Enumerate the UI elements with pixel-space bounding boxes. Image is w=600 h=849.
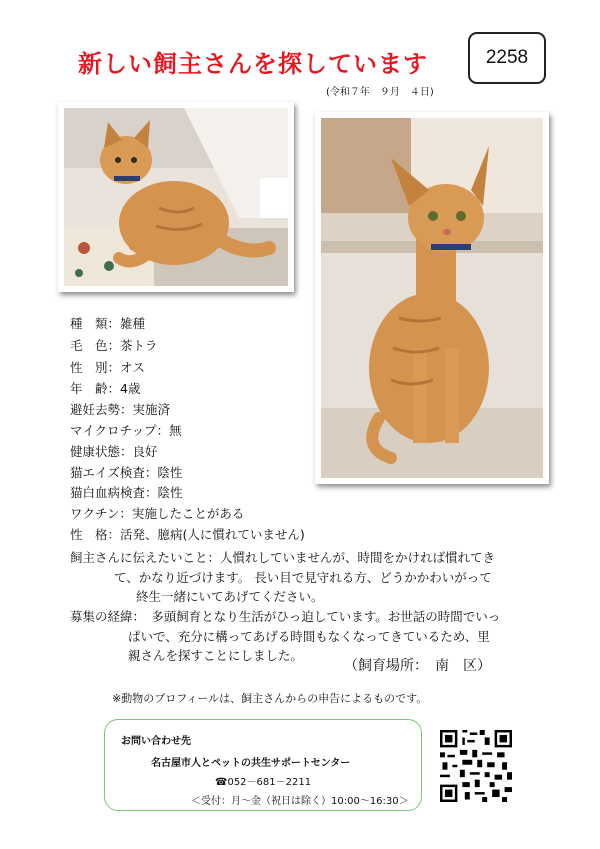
qr-code-icon[interactable] xyxy=(440,730,512,802)
cat-photo-sitting xyxy=(315,112,549,484)
cat-reclining-illustration xyxy=(64,108,288,286)
contact-organization: 名古屋市人とペットの共生サポートセンター xyxy=(151,758,351,769)
contact-box xyxy=(104,719,422,811)
message-to-owner: 飼主さんに伝えたいこと：人慣れしていませんが、時間をかければ慣れてき て、かなり近づけます。 長い目で見守れる方、どうかかわいがって 終生一緒にいてあげてください。 xyxy=(70,550,496,604)
cat-sitting-illustration xyxy=(321,118,543,478)
cat-photo-reclining xyxy=(58,102,294,292)
profile-age: 年 齢：4歳 xyxy=(70,381,141,396)
contact-heading: お問い合わせ先 xyxy=(121,736,191,747)
id-number-box: 2258 xyxy=(468,32,546,84)
profile-type: 種 類：雑種 xyxy=(70,316,146,331)
contact-phone[interactable]: ☎052－681－2211 xyxy=(215,777,312,788)
page-title: 新しい飼主さんを探しています xyxy=(78,50,428,78)
profile-disclaimer: ※動物のプロフィールは、飼主さんからの申告によるものです。 xyxy=(112,692,428,705)
profile-sex: 性 別：オス xyxy=(70,360,145,375)
profile-fiv-test: 猫エイズ検査：陰性 xyxy=(70,465,183,480)
profile-coat-color: 毛 色：茶トラ xyxy=(70,338,158,353)
profile-neutered: 避妊去勢：実施済 xyxy=(70,402,171,417)
care-location: （飼育場所： 南 区） xyxy=(344,658,491,674)
profile-vaccine: ワクチン：実施したことがある xyxy=(70,506,245,521)
profile-felv-test: 猫白血病検査：陰性 xyxy=(70,485,183,500)
profile-health: 健康状態：良好 xyxy=(70,444,158,459)
contact-hours: ＜受付：月～金（祝日は除く）10:00～16:30＞ xyxy=(191,796,409,807)
profile-microchip: マイクロチップ：無 xyxy=(70,423,182,438)
profile-personality: 性 格：活発、臆病(人に慣れていません) xyxy=(70,527,305,542)
adoption-background: 募集の経緯： 多頭飼育となり生活がひっ迫しています。お世話の時間でいっ ぱいで、充分に構ってあげる時間もなくなってきているため、里 親さんを探すことにしました。 xyxy=(70,609,501,663)
posting-date: (令和７年 ９月 ４日) xyxy=(326,87,434,98)
